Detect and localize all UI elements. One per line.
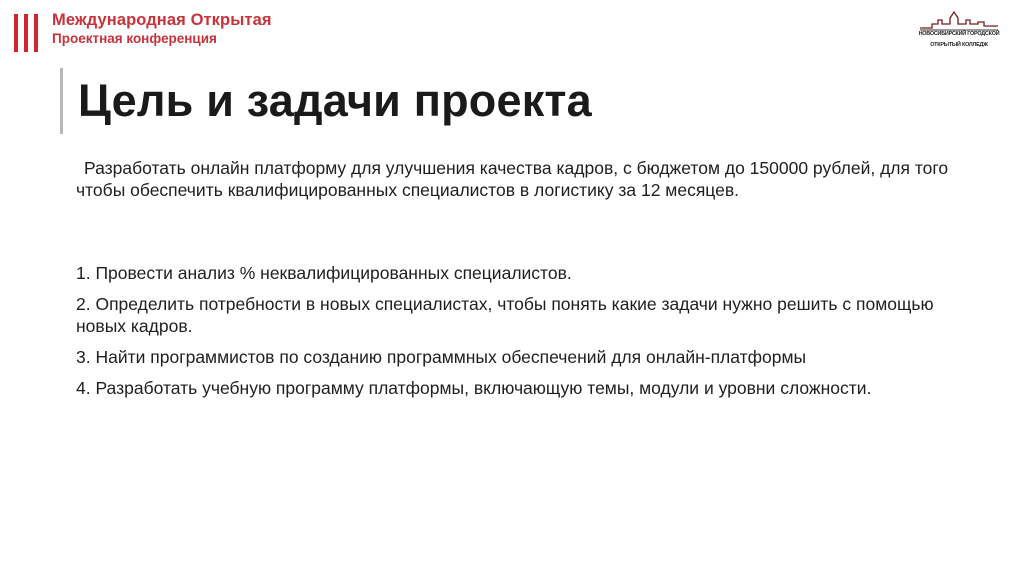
skyline-icon bbox=[918, 8, 1000, 32]
brand-bar bbox=[14, 14, 18, 52]
task-item: 3. Найти программистов по созданию программных обеспечений для онлайн-платформы bbox=[76, 347, 807, 367]
conference-name-line2: Проектная конференция bbox=[52, 30, 217, 46]
brand-bar bbox=[24, 14, 28, 52]
project-goal: Разработать онлайн платформу для улучшения качества кадров, с бюджетом до 150000 рублей, для того чтобы обеспечить квалифицированных специалистов в логистику за 12 месяцев. bbox=[76, 158, 949, 200]
conference-brand bbox=[14, 12, 272, 52]
college-name-line2: ОТКРЫТЫЙ КОЛЛЕДЖ bbox=[930, 42, 988, 48]
college-logo bbox=[918, 8, 1000, 56]
task-item: 1. Провести анализ % неквалифицированных специалистов. bbox=[76, 263, 572, 283]
college-name-line1: НОВОСИБИРСКИЙ ГОРОДСКОЙ bbox=[918, 31, 1000, 37]
brand-bars-icon bbox=[14, 14, 38, 52]
slide-title: Цель и задачи проекта bbox=[78, 75, 592, 126]
conference-name-line1: Международная Открытая bbox=[52, 11, 272, 29]
title-accent-bar bbox=[60, 68, 63, 134]
task-item: 2. Определить потребности в новых специалистах, чтобы понять какие задачи нужно решить с помощью новых кадров. bbox=[76, 294, 934, 336]
conference-name bbox=[52, 12, 272, 45]
task-item: 4. Разработать учебную программу платформы, включающую темы, модули и уровни сложности. bbox=[76, 378, 872, 398]
brand-bar bbox=[34, 14, 38, 52]
